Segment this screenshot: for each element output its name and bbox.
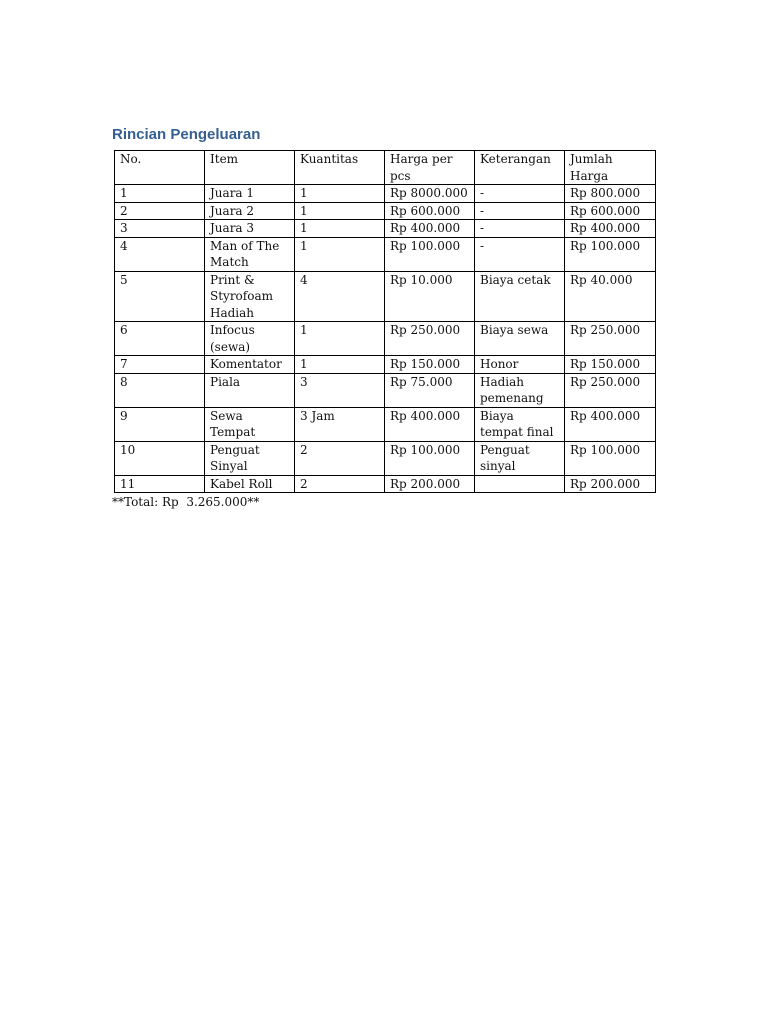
- cell-kuantitas: 4: [295, 271, 385, 322]
- table-row: [115, 237, 656, 271]
- cell-keterangan: Hadiah pemenang: [475, 373, 565, 407]
- cell-harga-per-pcs: Rp 100.000: [385, 441, 475, 475]
- cell-item: Juara 3: [205, 220, 295, 238]
- cell-keterangan: Biaya cetak: [475, 271, 565, 322]
- cell-kuantitas: 1: [295, 356, 385, 374]
- cell-kuantitas: 3: [295, 373, 385, 407]
- table-row: [115, 356, 656, 374]
- table-row: [115, 202, 656, 220]
- cell-jumlah-harga: Rp 100.000: [565, 441, 656, 475]
- cell-kuantitas: 1: [295, 322, 385, 356]
- cell-item: Penguat Sinyal: [205, 441, 295, 475]
- cell-harga-per-pcs: Rp 600.000: [385, 202, 475, 220]
- cell-keterangan: -: [475, 185, 565, 203]
- cell-kuantitas: 1: [295, 237, 385, 271]
- table-row: [115, 322, 656, 356]
- cell-jumlah-harga: Rp 600.000: [565, 202, 656, 220]
- cell-jumlah-harga: Rp 40.000: [565, 271, 656, 322]
- header-kuantitas: Kuantitas: [295, 151, 385, 185]
- cell-harga-per-pcs: Rp 250.000: [385, 322, 475, 356]
- cell-harga-per-pcs: Rp 75.000: [385, 373, 475, 407]
- cell-jumlah-harga: Rp 800.000: [565, 185, 656, 203]
- cell-no: 11: [115, 475, 205, 493]
- cell-kuantitas: 1: [295, 220, 385, 238]
- cell-no: 9: [115, 407, 205, 441]
- cell-item: Komentator: [205, 356, 295, 374]
- cell-jumlah-harga: Rp 250.000: [565, 373, 656, 407]
- page-title: Rincian Pengeluaran: [112, 126, 261, 143]
- cell-harga-per-pcs: Rp 8000.000: [385, 185, 475, 203]
- cell-no: 1: [115, 185, 205, 203]
- cell-no: 4: [115, 237, 205, 271]
- cell-jumlah-harga: Rp 150.000: [565, 356, 656, 374]
- cell-kuantitas: 3 Jam: [295, 407, 385, 441]
- cell-kuantitas: 1: [295, 202, 385, 220]
- cell-harga-per-pcs: Rp 10.000: [385, 271, 475, 322]
- cell-harga-per-pcs: Rp 150.000: [385, 356, 475, 374]
- cell-keterangan: -: [475, 202, 565, 220]
- cell-keterangan: Biaya tempat final: [475, 407, 565, 441]
- cell-kuantitas: 2: [295, 475, 385, 493]
- header-jumlah-harga: Jumlah Harga: [565, 151, 656, 185]
- header-item: Item: [205, 151, 295, 185]
- cell-no: 6: [115, 322, 205, 356]
- cell-keterangan: [475, 475, 565, 493]
- cell-item: Kabel Roll: [205, 475, 295, 493]
- cell-jumlah-harga: Rp 400.000: [565, 220, 656, 238]
- cell-no: 2: [115, 202, 205, 220]
- cell-jumlah-harga: Rp 250.000: [565, 322, 656, 356]
- cell-jumlah-harga: Rp 400.000: [565, 407, 656, 441]
- cell-item: Juara 1: [205, 185, 295, 203]
- total-amount: **Total: Rp 3.265.000**: [112, 495, 260, 509]
- cell-no: 10: [115, 441, 205, 475]
- cell-keterangan: -: [475, 237, 565, 271]
- cell-item: Sewa Tempat: [205, 407, 295, 441]
- cell-harga-per-pcs: Rp 400.000: [385, 407, 475, 441]
- cell-item: Piala: [205, 373, 295, 407]
- document-page: [112, 124, 672, 511]
- table-header-row: [115, 151, 656, 185]
- cell-item: Juara 2: [205, 202, 295, 220]
- cell-harga-per-pcs: Rp 100.000: [385, 237, 475, 271]
- cell-jumlah-harga: Rp 100.000: [565, 237, 656, 271]
- cell-item: Infocus (sewa): [205, 322, 295, 356]
- cell-item: Print & Styrofoam Hadiah: [205, 271, 295, 322]
- cell-kuantitas: 1: [295, 185, 385, 203]
- cell-no: 3: [115, 220, 205, 238]
- table-row: [115, 441, 656, 475]
- cell-harga-per-pcs: Rp 200.000: [385, 475, 475, 493]
- table-row: [115, 475, 656, 493]
- cell-kuantitas: 2: [295, 441, 385, 475]
- expense-table: [114, 150, 656, 493]
- header-no: No.: [115, 151, 205, 185]
- cell-no: 7: [115, 356, 205, 374]
- table-row: [115, 407, 656, 441]
- cell-keterangan: Biaya sewa: [475, 322, 565, 356]
- cell-harga-per-pcs: Rp 400.000: [385, 220, 475, 238]
- cell-item: Man of The Match: [205, 237, 295, 271]
- cell-keterangan: Penguat sinyal: [475, 441, 565, 475]
- table-row: [115, 373, 656, 407]
- header-keterangan: Keterangan: [475, 151, 565, 185]
- cell-no: 5: [115, 271, 205, 322]
- table-row: [115, 185, 656, 203]
- table-row: [115, 271, 656, 322]
- table-row: [115, 220, 656, 238]
- header-harga-per-pcs: Harga per pcs: [385, 151, 475, 185]
- cell-no: 8: [115, 373, 205, 407]
- cell-keterangan: Honor: [475, 356, 565, 374]
- cell-jumlah-harga: Rp 200.000: [565, 475, 656, 493]
- cell-keterangan: -: [475, 220, 565, 238]
